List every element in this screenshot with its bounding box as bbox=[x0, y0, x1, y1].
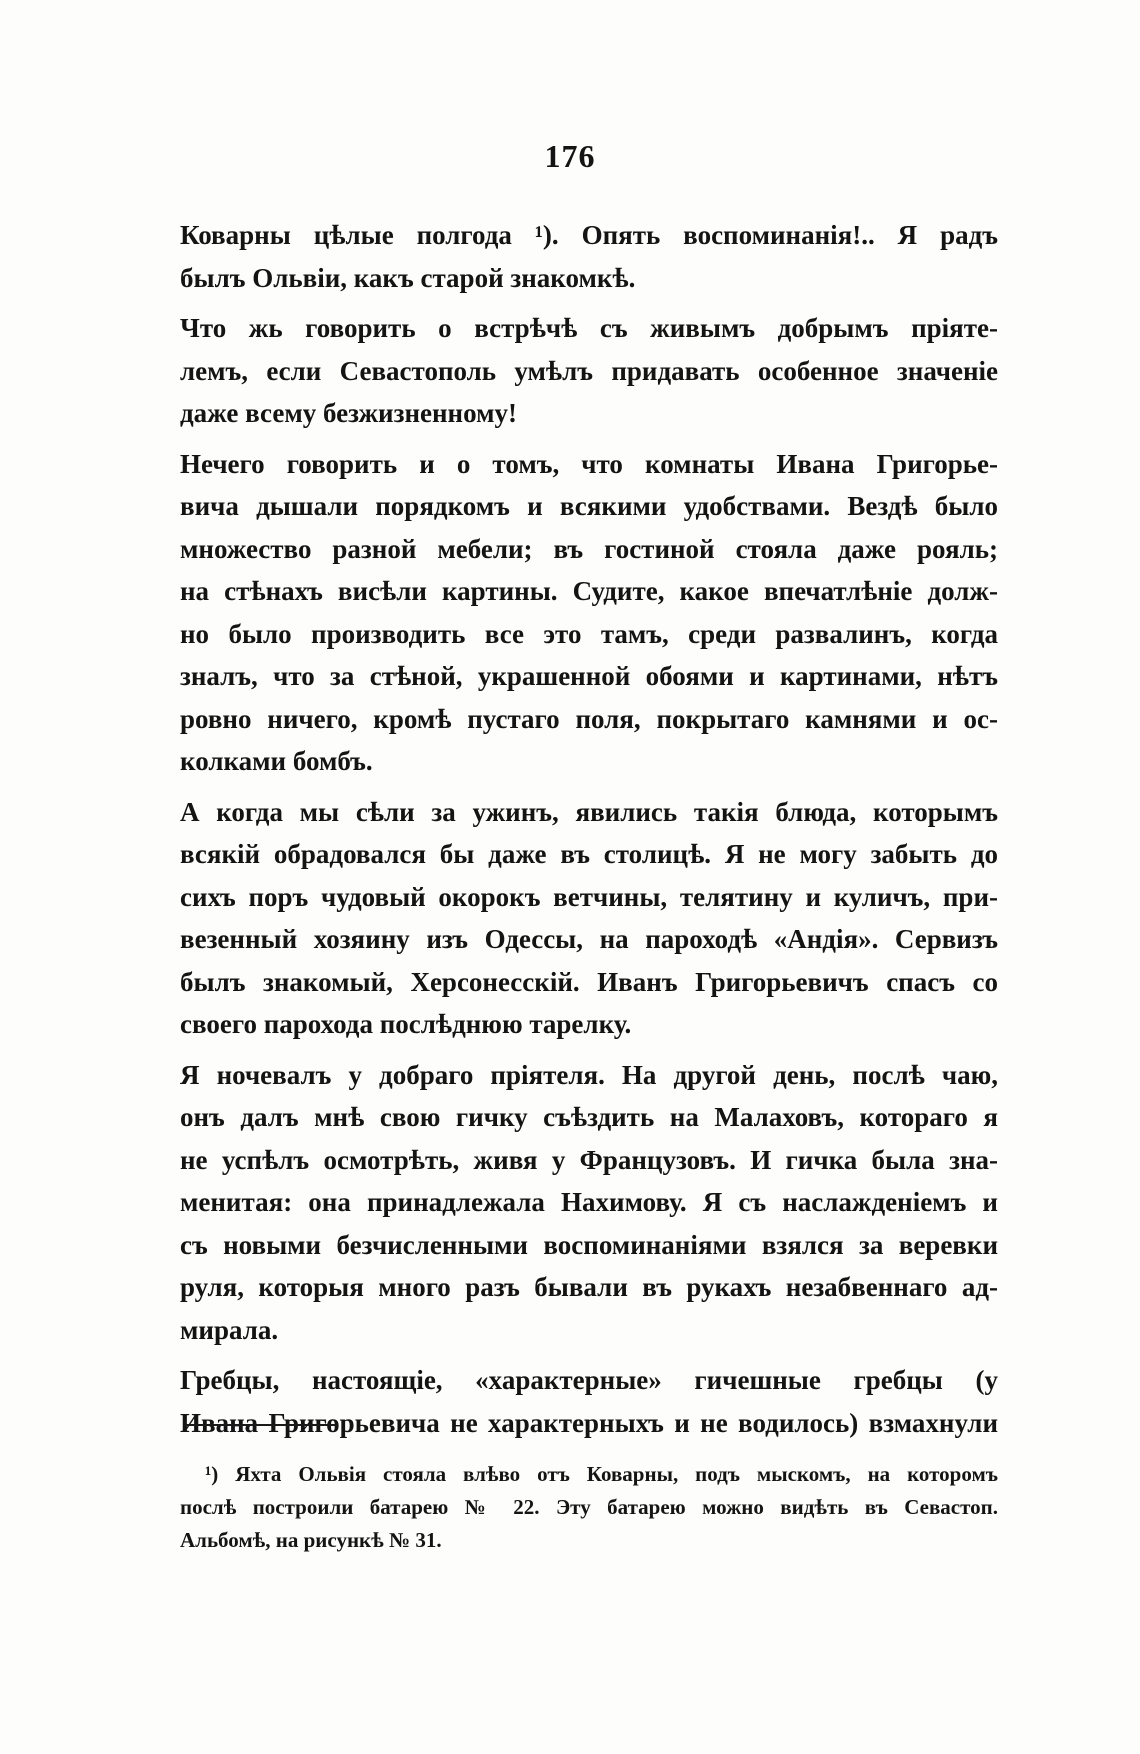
paragraph-start-line: Нечего говорить и о томъ, что комнаты Ивана Григорье- bbox=[180, 448, 998, 479]
body-line: но было производить все это тамъ, среди развалинъ, когда bbox=[180, 618, 998, 649]
body-line: ровно ничего, кромѣ пустаго поля, покрытаго камнями и ос- bbox=[180, 703, 998, 734]
body-line: даже всему безжизненному! bbox=[180, 398, 517, 428]
body-line: былъ знакомый, Херсонесскій. Иванъ Григорьевичъ спасъ со bbox=[180, 966, 998, 997]
body-line: всякій обрадовался бы даже въ столицѣ. Я не могу забыть до bbox=[180, 839, 998, 869]
body-line: колками бомбъ. bbox=[180, 746, 373, 776]
body-line: сихъ поръ чудовый окорокъ ветчины, телятину и куличъ, при- bbox=[180, 881, 998, 912]
footnote-rule bbox=[185, 1424, 337, 1426]
paragraph-start-line: А когда мы сѣли за ужинъ, явились такія блюда, которымъ bbox=[180, 796, 998, 827]
body-line: своего парохода послѣднюю тарелку. bbox=[180, 1009, 632, 1039]
body-line: Коварны цѣлые полгода ¹). Опять воспоминанія!.. Я радъ bbox=[180, 220, 998, 250]
body-line: лемъ, если Севастополь умѣлъ придавать особенное значеніе bbox=[180, 355, 998, 386]
footnote-line: послѣ построили батарею № 22. Эту батарею можно видѣть въ Севастоп. bbox=[180, 1495, 998, 1519]
body-line: менитая: она принадлежала Нахимову. Я съ наслажденіемъ и bbox=[180, 1187, 998, 1217]
body-line: Ивана Григорьевича не характерныхъ и не водилось) взмахнули bbox=[180, 1407, 998, 1438]
body-line: везенный хозяину изъ Одессы, на пароходѣ «Андія». Сервизъ bbox=[180, 924, 998, 954]
body-line: вича дышали порядкомъ и всякими удобствами. Вездѣ было bbox=[180, 491, 998, 521]
body-line: съ новыми безчисленными воспоминаніями взялся за веревки bbox=[180, 1229, 998, 1260]
body-line: онъ далъ мнѣ свою гичку съѣздить на Малаховъ, котораго я bbox=[180, 1102, 998, 1132]
paragraph-start-line: Я ночевалъ у добраго пріятеля. На другой день, послѣ чаю, bbox=[180, 1059, 998, 1090]
body-line: не успѣлъ осмотрѣть, живя у Французовъ. И гичка была зна- bbox=[180, 1144, 998, 1175]
body-text bbox=[180, 214, 998, 1444]
body-line: множество разной мебели; въ гостиной стояла даже рояль; bbox=[180, 533, 998, 564]
page-number: 176 bbox=[544, 138, 596, 174]
body-line: былъ Ольвіи, какъ старой знакомкѣ. bbox=[180, 262, 636, 293]
footnote-line: Альбомѣ, на рисункѣ № 31. bbox=[180, 1528, 442, 1552]
paragraph-start-line: Что жь говорить о встрѣчѣ съ живымъ добрымъ пріяте- bbox=[180, 313, 998, 343]
body-line: руля, которыя много разъ бывали въ рукахъ незабвеннаго ад- bbox=[180, 1272, 998, 1302]
body-line: мирала. bbox=[180, 1314, 279, 1345]
body-line: на стѣнахъ висѣли картины. Судите, какое впечатлѣніе долж- bbox=[180, 576, 998, 606]
footnote bbox=[180, 1458, 998, 1557]
footnote-line: ¹) Яхта Ольвія стояла влѣво отъ Коварны, подъ мыскомъ, на которомъ bbox=[205, 1462, 998, 1486]
paragraph-start-line: Гребцы, настоящіе, «характерные» гичешные гребцы (у bbox=[180, 1365, 998, 1395]
body-line: зналъ, что за стѣной, украшенной обоями и картинами, нѣтъ bbox=[180, 661, 998, 691]
